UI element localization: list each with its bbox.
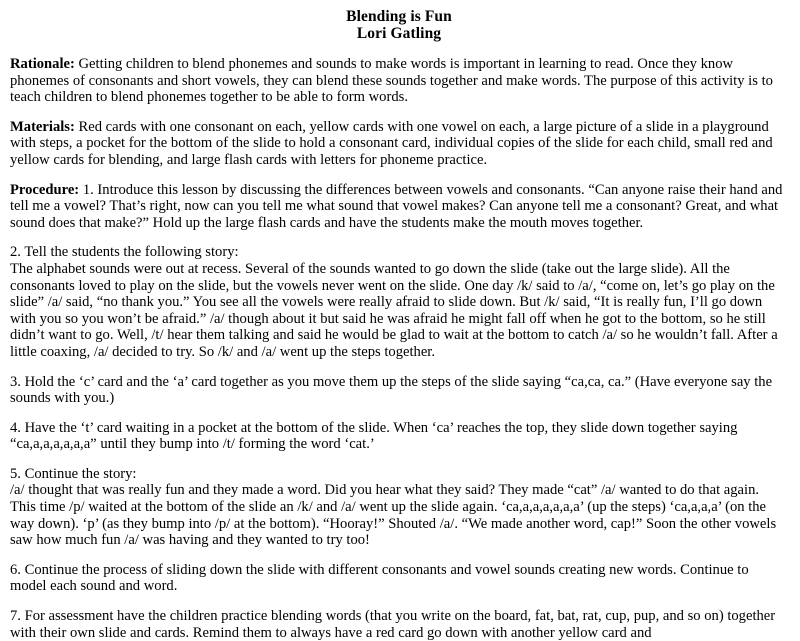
- section-text-materials: Red cards with one consonant on each, yellow cards with one vowel on each, a large picture of a slide in a playground with steps, a pocket for the bottom of the slide to hold a consonant card, individual copies of the slide for each child, small red and yellow cards for blending, and large flash cards with letters for phoneme practice.: [10, 118, 773, 168]
- paragraph-procedure-3: [10, 374, 788, 407]
- section-text-rationale: Getting children to blend phonemes and sounds to make words is important in learning to read. Once they know phonemes of consonants and short vowels, they can blend these sounds together and make words. The purpose of this activity is to teach children to blend phonemes together to be able to form words.: [10, 56, 773, 106]
- section-label-rationale: Rationale:: [10, 56, 75, 72]
- paragraph-procedure-2: [10, 244, 788, 261]
- section-text-procedure-5-story: /a/ thought that was really fun and they made a word. Did you hear what they said? They made “cat” /a/ wanted to do that again. This time /p/ waited at the bottom of the slide an /k/ and /a/ went up the slide again. ‘ca,a,a,a,a,a,a’ (up the steps) ‘ca,a,a,a’ (on the way down). ‘p’ (as they bump into /p/ at the bottom). “Hooray!” Shouted /a/. “We made another word, cap!” Soon the other vowels saw how much fun /a/ was having and they wanted to try too!: [10, 482, 777, 549]
- paragraph-procedure-4: [10, 420, 788, 453]
- paragraph-procedure-2-story: [10, 261, 788, 361]
- section-text-procedure-7: 7. For assessment have the children practice blending words (that you write on the board, fat, bat, rat, cup, pup, and so on) together with their own slide and cards. Remind them to always have a red card go down with another yellow card and: [10, 608, 776, 641]
- section-text-procedure-2-story: The alphabet sounds were out at recess. Several of the sounds wanted to go down the slide (take out the large slide). All the consonants loved to play on the slide, but the vowels never went on the slide. One day /k/ said to /a/, “come on, let’s go play on the slide” /a/ said, “no thank you.” You see all the vowels were really afraid to slide down. But /k/ said, “It is really fun, I’ll go down with you so you won’t be afraid.” /a/ though about it but said he was afraid he might fall off when he got to the bottom, so he still didn’t want to go. Well, /t/ hear them talking and said he would be glad to wait at the bottom to catch /a/ so he wouldn’t fall. After a little coaxing, /a/ decided to try. So /k/ and /a/ went up the steps together.: [10, 260, 778, 360]
- document-heading: [10, 8, 788, 42]
- document-body: [10, 56, 788, 641]
- paragraph-rationale: [10, 56, 788, 106]
- section-text-procedure-5: 5. Continue the story:: [10, 465, 137, 482]
- paragraph-procedure-5: [10, 466, 788, 483]
- section-text-procedure-3: 3. Hold the ‘c’ card and the ‘a’ card together as you move them up the steps of the slide saying “ca,ca, ca.” (Have everyone say the sounds with you.): [10, 373, 773, 407]
- document-author: Lori Gatling: [356, 25, 442, 42]
- paragraph-procedure-1: [10, 182, 788, 232]
- section-label-procedure-1: Procedure:: [10, 181, 80, 198]
- section-text-procedure-1: 1. Introduce this lesson by discussing the differences between vowels and consonants. “Can anyone raise their hand and tell me a vowel? That’s right, now can you tell me what sound that vowel makes? Can anyone tell me a consonant? Great, and what sound does that make?” Hold up the large flash cards and have the students make the mouth moves together.: [10, 181, 783, 231]
- section-label-materials: Materials:: [10, 118, 75, 135]
- paragraph-procedure-7: [10, 608, 788, 641]
- paragraph-materials: [10, 119, 788, 169]
- section-text-procedure-6: 6. Continue the process of sliding down the slide with different consonants and vowel sounds creating new words. Continue to model each sound and word.: [10, 561, 749, 595]
- section-text-procedure-4: 4. Have the ‘t’ card waiting in a pocket at the bottom of the slide. When ‘ca’ reaches the top, they slide down together saying “ca,a,a,a,a,a,a” until they bump into /t/ forming the word ‘cat.’: [10, 419, 738, 453]
- paragraph-procedure-6: [10, 562, 788, 595]
- section-text-procedure-2: 2. Tell the students the following story:: [10, 244, 239, 261]
- document-title: Blending is Fun: [346, 8, 452, 25]
- paragraph-procedure-5-story: [10, 482, 788, 548]
